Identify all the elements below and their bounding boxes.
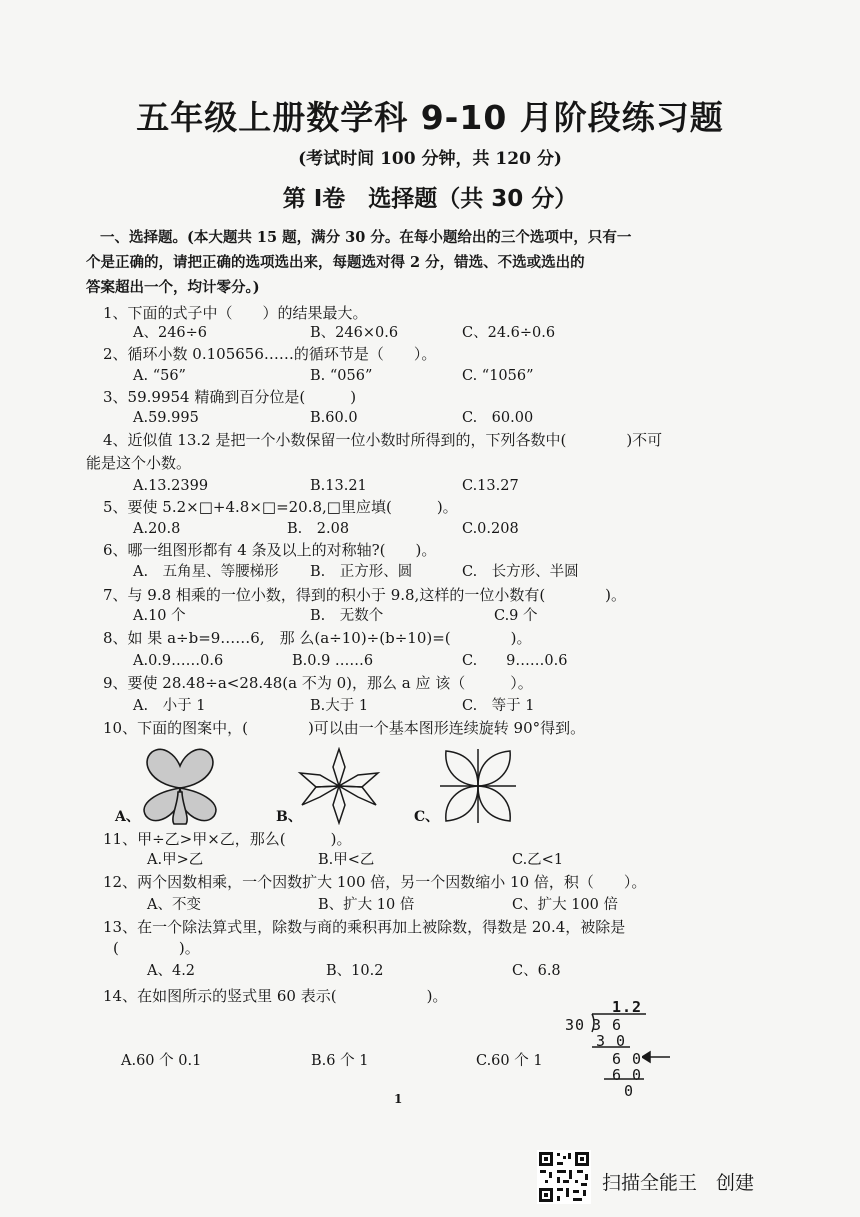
question-3: 3、59.9954 精确到百分位是( ) (103, 388, 357, 406)
q2-option-a: A. “56” (133, 368, 186, 384)
division-step-3: 6 0 (612, 1066, 643, 1084)
figure-c-flower (438, 747, 518, 825)
q14-option-c: C.60 个 1 (476, 1053, 543, 1069)
q8-option-c: C. 9……0.6 (462, 653, 568, 669)
q6-option-c: C. 长方形、半圆 (462, 564, 579, 580)
q11-option-a: A.甲>乙 (147, 852, 204, 868)
q14-option-a: A.60 个 0.1 (121, 1053, 202, 1069)
page-title: 五年级上册数学科 9-10 月阶段练习题 (136, 98, 724, 137)
scanner-watermark: 扫描全能王 创建 (602, 1172, 755, 1194)
division-bracket (580, 1012, 670, 1082)
q9-option-b: B.大于 1 (310, 698, 369, 714)
q12-option-b: B、扩大 10 倍 (318, 897, 415, 913)
question-13-continued: ( )。 (113, 939, 200, 957)
division-divisor: 30 (565, 1016, 586, 1034)
question-7: 7、与 9.8 相乘的一位小数，得到的积小于 9.8,这样的一位小数有( )。 (103, 586, 627, 604)
figure-a-trefoil (130, 742, 230, 827)
q11-option-c: C.乙<1 (512, 852, 564, 868)
q9-option-a: A. 小于 1 (133, 698, 206, 714)
arrow-icon (642, 1050, 672, 1064)
question-1: 1、下面的式子中（ ）的结果最大。 (103, 304, 368, 322)
q8-option-b: B.0.9 ……6 (292, 653, 374, 669)
question-6: 6、哪一组图形都有 4 条及以上的对称轴?( )。 (103, 541, 437, 559)
q13-option-b: B、10.2 (326, 963, 384, 979)
q2-option-b: B. “056” (310, 368, 373, 384)
q6-option-b: B. 正方形、圆 (310, 564, 413, 580)
q1-option-c: C、24.6÷0.6 (462, 325, 556, 341)
instructions-line-1: 一、选择题。(本大题共 15 题，满分 30 分。在每小题给出的三个选项中，只有一 (100, 229, 632, 246)
division-dividend: 3 6 (592, 1016, 623, 1034)
q2-option-c: C. “1056” (462, 368, 534, 384)
qr-code-icon (537, 1150, 591, 1204)
q1-option-b: B、246×0.6 (310, 325, 399, 341)
question-5: 5、要使 5.2×□+4.8×□=20.8,□里应填( )。 (103, 498, 458, 516)
question-2: 2、循环小数 0.105656……的循环节是（ ）。 (103, 345, 437, 363)
question-12: 12、两个因数相乘，一个因数扩大 100 倍，另一个因数缩小 10 倍，积（ ）。 (103, 873, 647, 891)
question-13: 13、在一个除法算式里，除数与商的乘积再加上被除数，得数是 20.4，被除是 (103, 918, 626, 936)
figure-a-label: A、 (115, 809, 140, 825)
q7-option-c: C.9 个 (494, 608, 538, 624)
question-4: 4、近似值 13.2 是把一个小数保留一位小数时所得到的，下列各数中( )不可 (103, 431, 663, 449)
question-8: 8、如 果 a÷b=9……6, 那 么(a÷10)÷(b÷10)=( )。 (103, 629, 532, 647)
q13-option-a: A、4.2 (147, 963, 196, 979)
division-step-1: 3 0 (596, 1032, 627, 1050)
q4-option-c: C.13.27 (462, 478, 519, 494)
q3-option-a: A.59.995 (133, 410, 199, 426)
figure-b-label: B、 (276, 809, 302, 825)
q9-option-c: C. 等于 1 (462, 698, 535, 714)
instructions-line-3: 答案超出一个，均计零分。) (86, 279, 260, 296)
q5-option-c: C.0.208 (462, 521, 519, 537)
question-9: 9、要使 28.48÷a<28.48(a 不为 0)，那么 a 应 该（ ）。 (103, 674, 533, 692)
q8-option-a: A.0.9……0.6 (133, 653, 224, 669)
page-number: 1 (394, 1092, 403, 1106)
division-quotient: 1.2 (612, 998, 643, 1016)
figure-c-label: C、 (414, 809, 440, 825)
question-4-continued: 能是这个小数。 (86, 454, 192, 472)
question-10: 10、下面的图案中，( )可以由一个基本图形连续旋转 90°得到。 (103, 719, 586, 737)
q7-option-b: B. 无数个 (310, 608, 384, 624)
q13-option-c: C、6.8 (512, 963, 561, 979)
q5-option-a: A.20.8 (133, 521, 181, 537)
q4-option-a: A.13.2399 (133, 478, 209, 494)
question-14: 14、在如图所示的竖式里 60 表示( )。 (103, 987, 448, 1005)
q1-option-a: A、246÷6 (133, 325, 208, 341)
q11-option-b: B.甲<乙 (318, 852, 375, 868)
question-11: 11、甲÷乙>甲×乙，那么( )。 (103, 830, 352, 848)
instructions-line-2: 个是正确的，请把正确的选项选出来，每题选对得 2 分，错选、不选或选出的 (86, 254, 585, 271)
q7-option-a: A.10 个 (133, 608, 186, 624)
q12-option-c: C、扩大 100 倍 (512, 897, 618, 913)
q12-option-a: A、不变 (147, 897, 201, 913)
exam-subtitle: (考试时间 100 分钟，共 120 分) (298, 149, 562, 169)
division-remainder: 0 (624, 1082, 635, 1100)
section-heading: 第 Ⅰ卷 选择题（共 30 分） (282, 186, 578, 212)
figure-b-star (296, 747, 382, 825)
q4-option-b: B.13.21 (310, 478, 367, 494)
q14-option-b: B.6 个 1 (311, 1053, 369, 1069)
q3-option-c: C. 60.00 (462, 410, 534, 426)
q6-option-a: A. 五角星、等腰梯形 (133, 564, 279, 580)
q5-option-b: B. 2.08 (287, 521, 350, 537)
q3-option-b: B.60.0 (310, 410, 358, 426)
division-step-2: 6 0 (612, 1050, 643, 1068)
